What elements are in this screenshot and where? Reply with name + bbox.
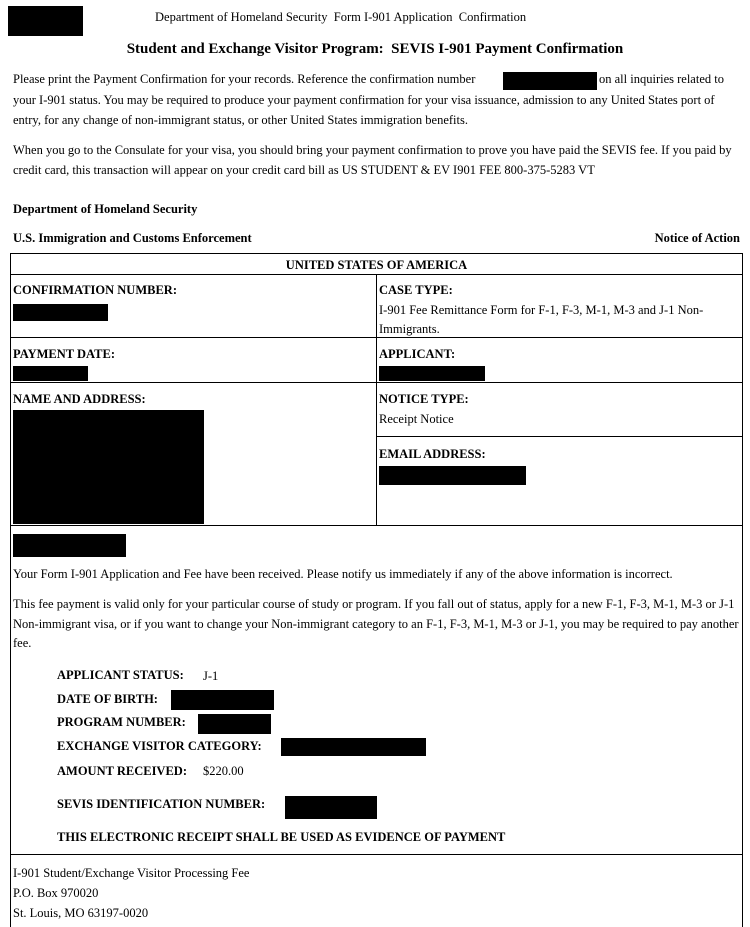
redacted-confirmation-value [13, 304, 108, 321]
date-of-birth-label: DATE OF BIRTH: [57, 692, 158, 706]
program-number-label: PROGRAM NUMBER: [57, 715, 186, 729]
row1-divider [10, 337, 743, 338]
redacted-salutation [13, 534, 126, 557]
table-right-border [742, 253, 743, 927]
header-top-line: Department of Homeland Security Form I-901 Application Confirmation [155, 10, 527, 24]
intro-p1-body: your I-901 status. You may be required to produce your payment confirmation for your visa issuance, admission to any United States port of entry, for any change of non-immigrant status, or other United States immigration benefits. [13, 93, 715, 127]
applicant-status-value: J-1 [203, 669, 219, 683]
page-title: Student and Exchange Visitor Program: SEVIS I-901 Payment Confirmation [126, 41, 624, 57]
applicant-status-label: APPLICANT STATUS: [57, 668, 184, 682]
table-bottom-divider [10, 525, 743, 526]
redacted-date-of-birth [171, 690, 274, 710]
amount-received-label: AMOUNT RECEIVED: [57, 764, 187, 778]
redacted-logo [8, 6, 83, 36]
redacted-email-address [379, 466, 526, 485]
redacted-payment-date [13, 366, 88, 381]
notice-email-divider [376, 436, 743, 437]
redacted-sevis-id [285, 796, 377, 819]
intro-p1-end: on all inquiries related to [599, 72, 724, 86]
intro-p1-start: Please print the Payment Confirmation for your records. Reference the confirmation number [13, 72, 476, 86]
agency-dept: Department of Homeland Security [13, 202, 198, 216]
column-divider [376, 274, 377, 525]
exchange-visitor-category-label: EXCHANGE VISITOR CATEGORY: [57, 739, 262, 753]
redacted-exchange-visitor-category [281, 738, 426, 756]
evidence-statement: THIS ELECTRONIC RECEIPT SHALL BE USED AS EVIDENCE OF PAYMENT [57, 830, 506, 844]
validity-text: This fee payment is valid only for your particular course of study or program. If you fall out of status, apply for a new F-1, F-3, M-1, M-3 or J-1 Non-immigrant visa, or if you want to change your Non-immigrant category to an F-1, F-3, M-1, M-3 or J-1, you may be required to pay another fee. [13, 597, 739, 650]
received-text: Your Form I-901 Application and Fee have been received. Please notify us immediately if any of the above information is incorrect. [13, 567, 673, 581]
table-left-border [10, 253, 11, 927]
footer-divider [10, 854, 743, 855]
footer-line-1: I-901 Student/Exchange Visitor Processing Fee [13, 866, 250, 880]
notice-type-label: NOTICE TYPE: [379, 392, 469, 406]
footer-line-3: St. Louis, MO 63197-0020 [13, 906, 149, 920]
amount-received-value: $220.00 [203, 764, 244, 778]
name-address-label: NAME AND ADDRESS: [13, 392, 146, 406]
row2-divider [10, 382, 743, 383]
email-address-label: EMAIL ADDRESS: [379, 447, 486, 461]
redacted-program-number [198, 714, 271, 734]
intro-p2: When you go to the Consulate for your visa, you should bring your payment confirmation to prove you have paid the SEVIS fee. If you paid by credit card, this transaction will appear on your credit card bill as US STUDENT & EV I901 FEE 800-375-5283 VT [13, 143, 732, 177]
sevis-id-label: SEVIS IDENTIFICATION NUMBER: [57, 797, 266, 811]
applicant-label: APPLICANT: [379, 347, 456, 361]
redacted-confirmation-number [503, 72, 597, 90]
agency-bureau: U.S. Immigration and Customs Enforcement [13, 231, 252, 245]
payment-date-label: PAYMENT DATE: [13, 347, 115, 361]
confirmation-number-label: CONFIRMATION NUMBER: [13, 283, 177, 297]
notice-of-action: Notice of Action [654, 231, 740, 245]
case-type-value: I-901 Fee Remittance Form for F-1, F-3, M-1, M-3 and J-1 Non-Immigrants. [379, 303, 704, 336]
footer-line-2: P.O. Box 970020 [13, 886, 99, 900]
redacted-name-address [13, 410, 204, 524]
redacted-applicant [379, 366, 485, 381]
country-header: UNITED STATES OF AMERICA [285, 258, 468, 272]
notice-type-value: Receipt Notice [379, 412, 454, 426]
table-top-border [10, 253, 743, 254]
case-type-label: CASE TYPE: [379, 283, 453, 297]
